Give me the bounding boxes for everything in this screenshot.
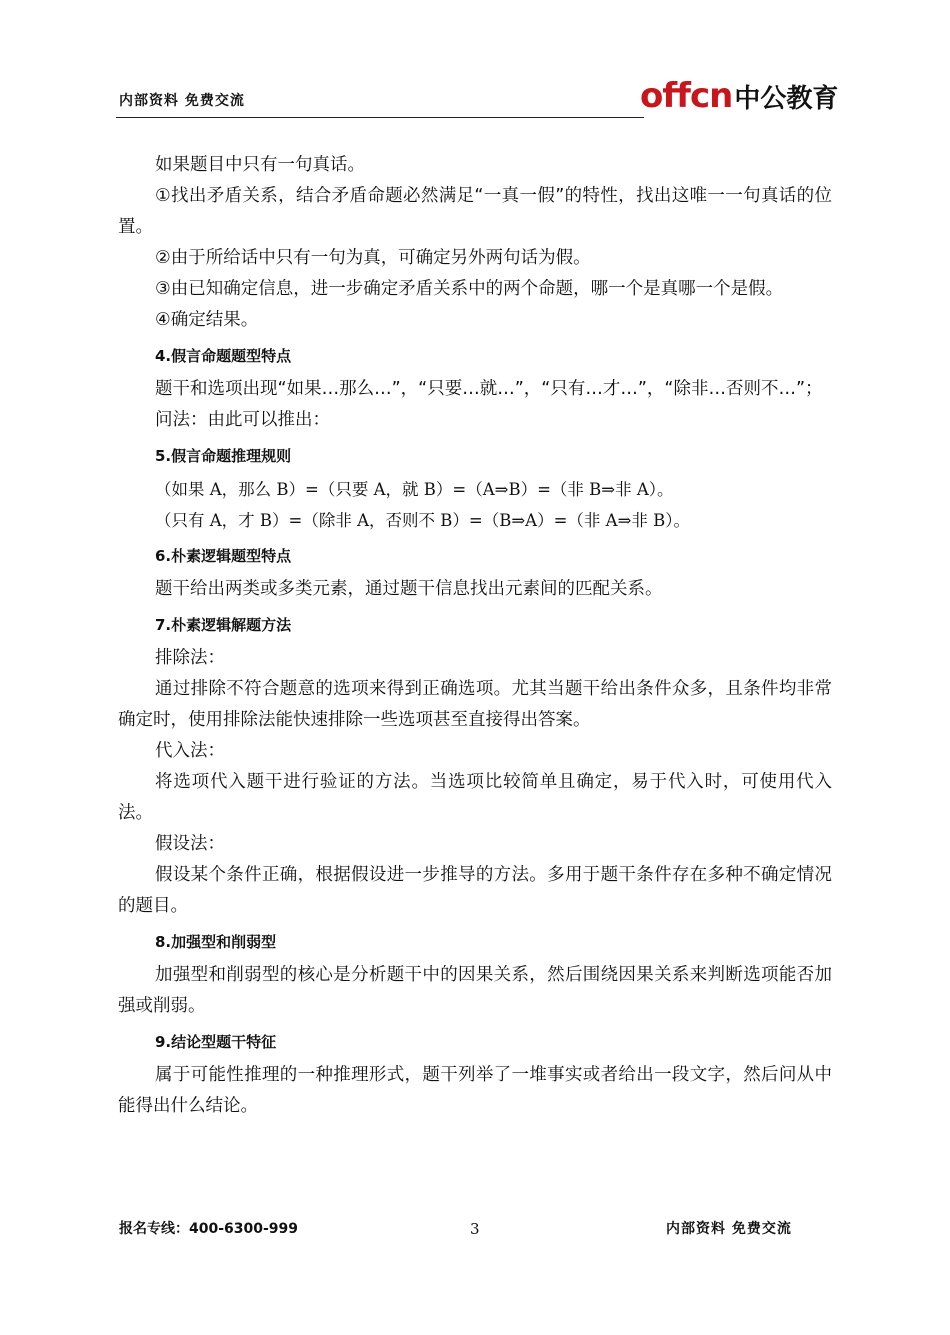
intro-line: 如果题目中只有一句真话。 (155, 155, 365, 175)
step-3: ③由已知确定信息，进一步确定矛盾关系中的两个命题，哪一个是真哪一个是假。 (155, 279, 784, 299)
heading-7: 7.朴素逻辑解题方法 (155, 616, 292, 634)
heading-6: 6.朴素逻辑题型特点 (155, 547, 292, 565)
heading-4: 4.假言命题题型特点 (155, 347, 292, 365)
method-3-label: 假设法： (155, 834, 225, 854)
offcn-logo (640, 76, 838, 120)
heading-5: 5.假言命题推理规则 (155, 447, 292, 465)
method-1-text: 通过排除不符合题意的选项来得到正确选项。尤其当题干给出条件众多，且条件均非常确定时，使用排除法能快速排除一些选项甚至直接得出答案。 (118, 679, 832, 730)
header-rule (116, 117, 644, 118)
step-1: ①找出矛盾关系，结合矛盾命题必然满足“一真一假”的特性，找出这唯一一句真话的位置。 (118, 186, 832, 237)
method-1-label: 排除法： (155, 648, 225, 668)
paragraph-4b: 问法：由此可以推出： (155, 410, 330, 430)
formula-1: （如果 A，那么 B）=（只要 A，就 B）=（A⇒B）=（非 B⇒非 A）。 (155, 480, 674, 499)
formula-2: （只有 A，才 B）=（除非 A，否则不 B）=（B⇒A）=（非 A⇒非 B）。 (155, 511, 691, 530)
paragraph-9: 属于可能性推理的一种推理形式，题干列举了一堆事实或者给出一段文字，然后问从中能得出什么结论。 (118, 1065, 832, 1116)
heading-8: 8.加强型和削弱型 (155, 933, 277, 951)
method-2-text: 将选项代入题干进行验证的方法。当选项比较简单且确定，易于代入时，可使用代入法。 (118, 772, 832, 823)
page-number: 3 (470, 1220, 480, 1238)
logo-latin: offcn (640, 76, 733, 116)
footer-right-text: 内部资料 免费交流 (666, 1221, 792, 1237)
page-body (118, 150, 832, 1122)
method-2-label: 代入法： (155, 741, 225, 761)
logo-chinese: 中公教育 (734, 84, 839, 114)
heading-9: 9.结论型题干特征 (155, 1033, 277, 1051)
paragraph-8: 加强型和削弱型的核心是分析题干中的因果关系，然后围绕因果关系来判断选项能否加强或削弱。 (118, 965, 832, 1016)
step-4: ④确定结果。 (155, 310, 259, 330)
paragraph-6: 题干给出两类或多类元素，通过题干信息找出元素间的匹配关系。 (155, 579, 663, 599)
header-left-text: 内部资料 免费交流 (119, 93, 245, 109)
footer-hotline: 报名专线：400-6300-999 (119, 1221, 299, 1237)
method-3-text: 假设某个条件正确，根据假设进一步推导的方法。多用于题干条件存在多种不确定情况的题目。 (118, 865, 832, 916)
step-2: ②由于所给话中只有一句为真，可确定另外两句话为假。 (155, 248, 591, 268)
paragraph-4a: 题干和选项出现“如果…那么…”，“只要…就…”，“只有…才…”，“除非…否则不…”； (155, 379, 823, 399)
